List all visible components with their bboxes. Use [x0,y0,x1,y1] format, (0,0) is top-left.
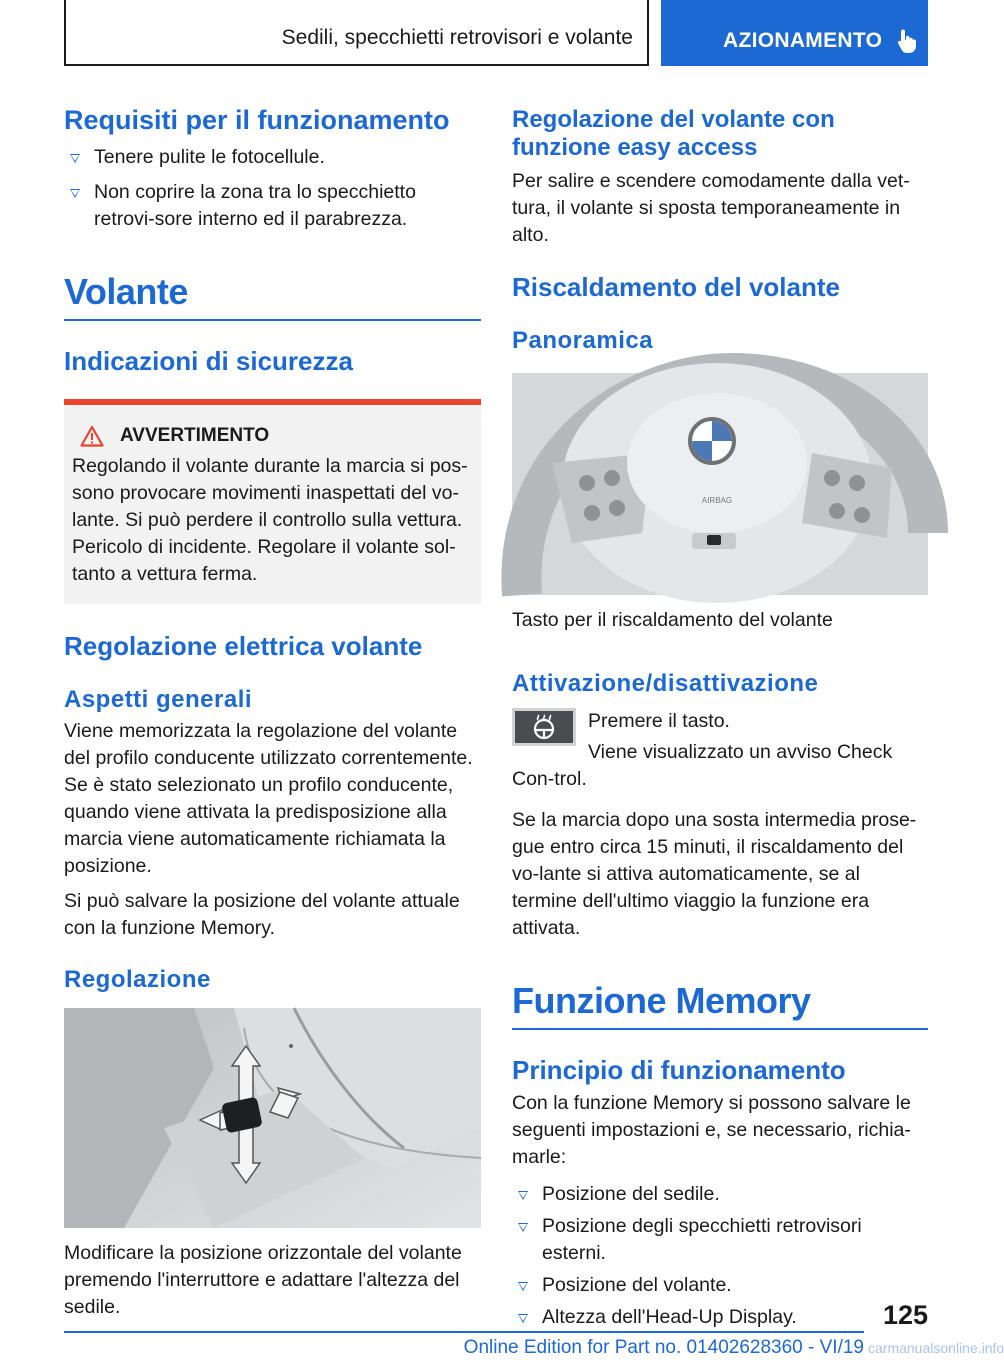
generali-paragraph: Si può salvare la posizione del volante attuale con la funzione Memory. [64,890,460,939]
pointing-hand-icon [897,28,919,54]
list-item: Non coprire la zona tra lo specchietto retrovi-sore interno ed il parabrezza. [64,179,481,233]
memory-heading: Funzione Memory [512,980,928,1030]
steering-wheel-illustration [512,373,928,595]
panoramica-heading: Panoramica [512,327,654,354]
list-item: Tenere pulite le fotocellule. [64,144,481,171]
steering-column-switch-photo [64,1008,481,1228]
airbag-label: AIRBAG [701,496,733,505]
list-item: Posizione degli specchietti retrovisori esterni. [512,1213,928,1267]
heated-steering-icon [529,712,559,742]
header-chapter-tab [661,0,928,66]
warning-text: Regolando il volante durante la marcia si pos-sono provocare movimenti inaspettati del vo-lante. Si può perdere il controllo sulla vettura. Pericolo di incidente. Regolare il volante sol-tanto a vettura ferma. [72,455,468,585]
regolazione-heading: Regolazione [64,966,211,993]
footer-edition: Online Edition for Part no. 01402628360 - VI/19 [463,1337,864,1358]
header-section-tab [64,0,649,66]
left-column [64,100,481,1321]
attivazione-block [512,704,928,793]
warning-label: AVVERTIMENTO [120,425,270,446]
easy-access-heading: Regolazione del volante con funzione easy access [512,106,835,161]
list-item: Altezza dell'Head-Up Display. [512,1304,928,1331]
elettrica-heading: Regolazione elettrica volante [64,631,423,661]
requisiti-list [64,144,481,233]
header-chapter-title: AZIONAMENTO [723,29,883,52]
sicurezza-heading: Indicazioni di sicurezza [64,346,353,376]
footer-watermark: carmanualsonline.info [868,1340,1004,1356]
warning-triangle-icon [80,425,104,447]
attivazione-paragraph: Se la marcia dopo una sosta intermedia prose-gue entro circa 15 minuti, il riscaldamento del vo-lante si attiva automaticamente, se al termine dell'ultimo viaggio la funzione era attivata. [512,809,917,939]
page-number: 125 [883,1300,929,1330]
warning-box [64,399,481,604]
warning-header [80,425,471,447]
generali-heading: Aspetti generali [64,686,253,713]
panoramica-caption: Tasto per il riscaldamento del volante [512,609,833,631]
right-column [512,100,928,1331]
attivazione-heading: Attivazione/disattivazione [512,670,819,697]
list-item: Posizione del sedile. [512,1181,928,1208]
volante-heading: Volante [64,271,481,321]
header-section-title: Sedili, specchietti retrovisori e volante [281,26,633,49]
attivazione-step: Viene visualizzato un avviso Check Con-trol. [512,741,893,790]
principio-heading: Principio di funzionamento [512,1055,846,1085]
attivazione-step: Premere il tasto. [588,710,730,732]
footer-divider [64,1331,864,1333]
riscaldamento-heading: Riscaldamento del volante [512,272,840,302]
list-item: Posizione del volante. [512,1272,928,1299]
requisiti-heading: Requisiti per il funzionamento [64,105,450,135]
easy-access-text: Per salire e scendere comodamente dalla vet-tura, il volante si sposta temporaneamente in alto. [512,170,910,246]
principio-list [512,1181,928,1331]
steering-wheel-photo [512,373,928,595]
steering-heat-button-icon [512,708,576,746]
generali-paragraph: Viene memorizzata la regolazione del volante del profilo conducente utilizzato correntemente. Se è stato selezionato un profilo conducente, quando viene attivata la predisposizione alla marcia viene automaticamente richiamata la posizione. [64,720,473,877]
steering-adjust-illustration [64,1008,481,1228]
regolazione-caption: Modificare la posizione orizzontale del volante premendo l'interruttore e adattare l'altezza del sedile. [64,1242,462,1318]
principio-text: Con la funzione Memory si possono salvare le seguenti impostazioni e, se necessario, richia-marle: [512,1092,911,1168]
